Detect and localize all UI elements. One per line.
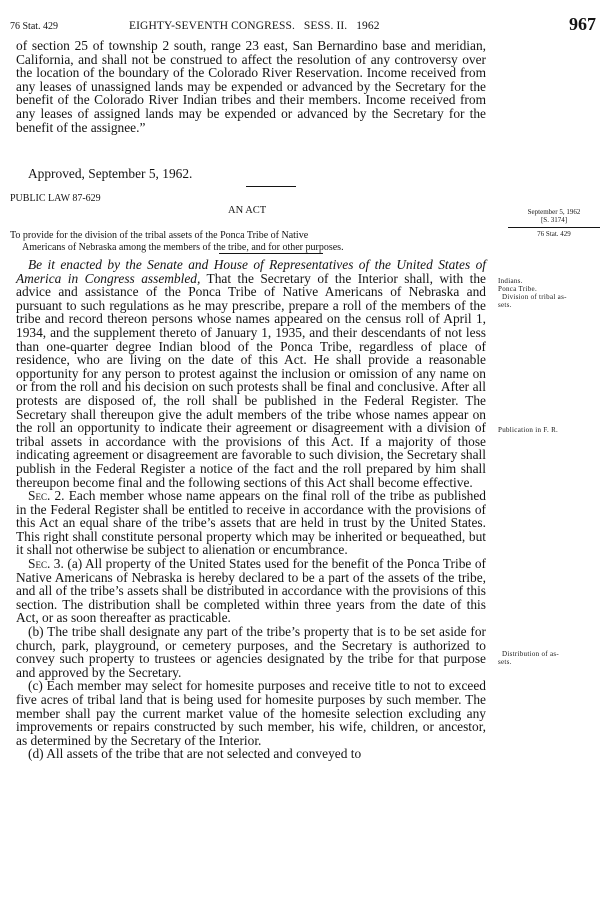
margin-note-date bbox=[508, 208, 600, 238]
section-3d: (d) All assets of the tribe that are not selected and conveyed to bbox=[28, 746, 362, 762]
section-3a-text: (a) All property of the United States used for the benefit of the Ponca Tribe of Native Americans of Nebraska is hereby declared to be a part of the assets of the tribe, and all of the tribe’s assets shall be distributed in accordance with the provisions of this section. The distribution shall be completed within three years from the date of this Act, or as soon thereafter as practicable. bbox=[16, 556, 486, 626]
section-1 bbox=[16, 258, 486, 489]
margin-note-indians bbox=[498, 277, 608, 309]
margin-note-approval-date: September 5, 1962 bbox=[527, 208, 581, 216]
margin-note-indians-line-1: Indians. bbox=[498, 277, 523, 285]
margin-note-indians-line-4: sets. bbox=[498, 301, 512, 309]
margin-note-stat: 76 Stat. 429 bbox=[508, 227, 600, 238]
opening-paragraph bbox=[16, 39, 486, 134]
margin-note-indians-line-2: Ponca Tribe. bbox=[498, 285, 537, 293]
header-congress-session: EIGHTY-SEVENTH CONGRESS. SESS. II. 1962 bbox=[129, 20, 380, 32]
header-stat-reference: 76 Stat. 429 bbox=[10, 21, 59, 32]
act-purpose-line-1: To provide for the division of the tribal assets of the Ponca Tribe of Native bbox=[10, 230, 309, 241]
section-2-label: Sec. 2. bbox=[28, 488, 65, 504]
section-2 bbox=[16, 489, 486, 557]
section-1-text: That the Secretary of the Interior shall, with the advice and assistance of the Ponca Tribe of Native Americans of Nebraska and pursuant to such regulations as he may prescribe, prepare a roll of the members of the tribe and record thereon persons whose names appeared on the census roll of April 1, 1934, and the supplement thereto of January 1, 1935, and their descendants of not less than one-quarter degree Indian blood of the Ponca Tribe, regardless of place of residence, who are living on the date of this Act. He shall provide a reasonable opportunity for any person to protest against the inclusion or omission of any name on or from the roll and his decision on such protests shall be final and conclusive. After all protests are disposed of, the roll shall be published in the Federal Register. The Secretary shall thereupon give the adult members of the tribe whose names appear on the roll an opportunity to indicate their agreement or disagreement with a division of tribal assets in accordance with the provisions of this Act. If a majority of those indicating agreement or disagreement are favorable to such division, the Secretary shall publish in the Federal Register a notice of the fact and the roll prepared by him shall thereupon become final and the following sections of this Act shall become effective. bbox=[16, 270, 486, 490]
section-3c: (c) Each member may select for homesite purposes and receive title to not to exceed five acres of tribal land that is being used for homesite purposes by such member. The member shall pay the current market value of the homesite selection excluding any improvements or repairs constructed by such member, his wife, children, or ancestor, as determined by the Secretary of the Interior. bbox=[16, 678, 486, 748]
page-number: 967 bbox=[569, 14, 596, 34]
margin-note-indians-line-3: Division of tribal as- bbox=[502, 293, 567, 301]
margin-note-distribution bbox=[498, 650, 608, 666]
section-2-text: Each member whose name appears on the final roll of the tribe as published in the Federal Register shall be entitled to receive in accordance with the provisions of this Act an equal share of the tribe’s assets that are held in trust by the United States. This right shall constitute personal property which may be inherited or bequeathed, but it shall not otherwise be subject to alienation or encumbrance. bbox=[16, 488, 486, 558]
margin-note-distribution-line-1: Distribution of as- bbox=[502, 650, 560, 658]
page-header bbox=[10, 14, 596, 40]
section-3a bbox=[16, 557, 486, 625]
margin-note-publication: Publication in F. R. bbox=[498, 426, 559, 434]
section-3-label: Sec. 3. bbox=[28, 556, 64, 572]
act-purpose-line-2: Americans of Nebraska among the members of the tribe, and for other purposes. bbox=[22, 241, 344, 253]
act-heading: AN ACT bbox=[228, 205, 267, 216]
enacting-clause: Be it enacted by the Senate and House of Representatives of the United States of America in Congress assembled, bbox=[16, 257, 486, 286]
section-3b: (b) The tribe shall designate any part of the tribe’s property that is to be set aside for church, park, playground, or cemetery purposes, and the Secretary is authorized to convey such property to trustees or agencies designated by the tribe for that purpose and approved by the Secretary. bbox=[16, 624, 486, 680]
margin-note-distribution-line-2: sets. bbox=[498, 658, 512, 666]
purpose-divider bbox=[219, 253, 323, 254]
public-law-number: PUBLIC LAW 87-629 bbox=[10, 193, 101, 204]
act-body bbox=[16, 258, 486, 761]
act-purpose bbox=[10, 230, 478, 253]
approval-line: Approved, September 5, 1962. bbox=[28, 166, 193, 181]
opening-paragraph-text: of section 25 of township 2 south, range 23 east, San Bernardino base and meridian, California, and shall not be construed to affect the resolution of any controversy over the location of the boundary of the Colorado River Reservation. Income received from any leases of unassigned lands may be expended or advanced by the Secretary for the benefit of the Colorado River Indian tribes and their members. Income received from any leases of assigned lands may be expended or advanced by the Secretary for the benefit of the assignee.” bbox=[16, 38, 486, 135]
margin-note-bill-number: [S. 3174] bbox=[540, 216, 568, 224]
section-divider bbox=[246, 186, 296, 187]
